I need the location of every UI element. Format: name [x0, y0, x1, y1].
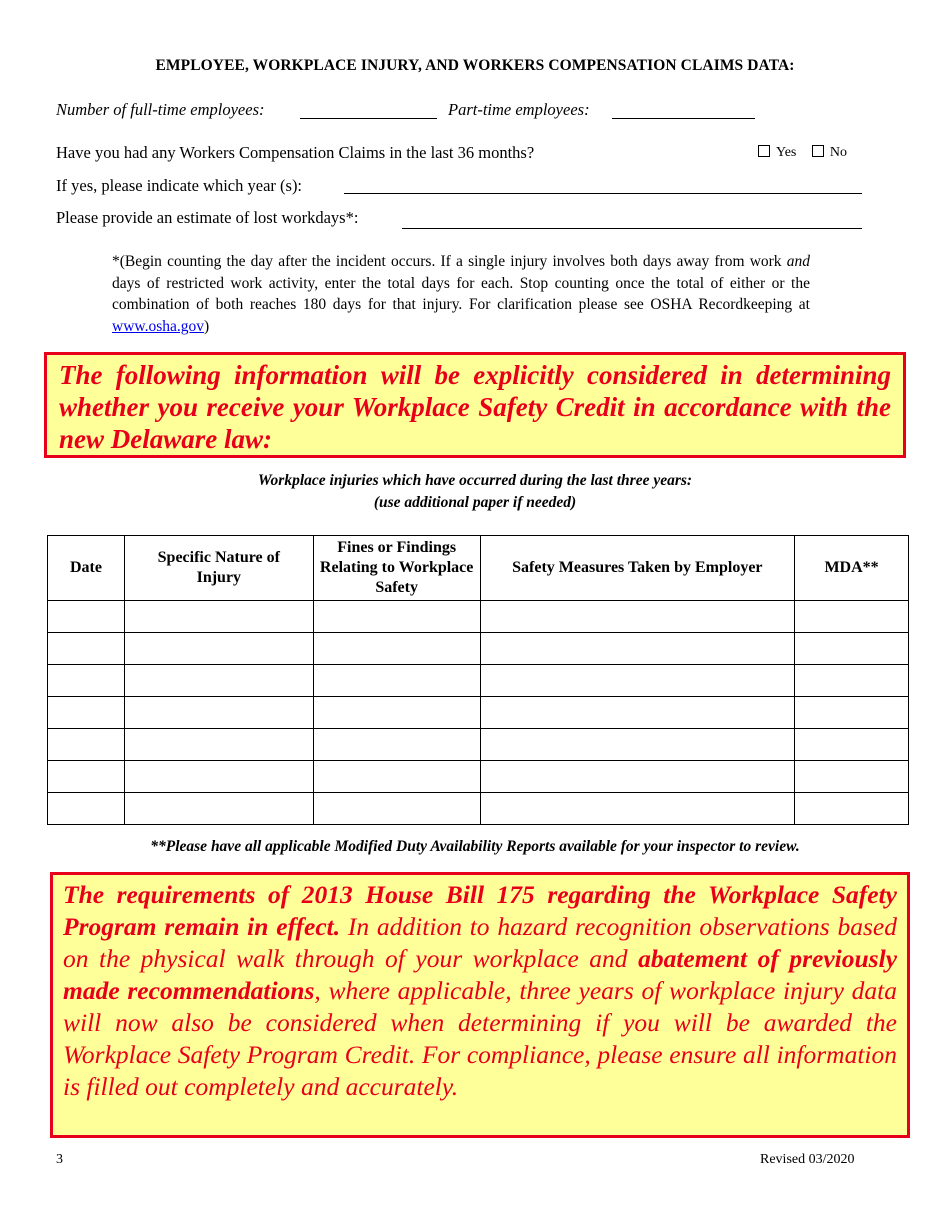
table-row — [48, 697, 909, 729]
table-caption: Workplace injuries which have occurred during the last three years: — [257, 472, 693, 489]
cell-mda[interactable] — [795, 729, 909, 761]
revision-date: Revised 03/2020 — [760, 1152, 855, 1167]
header-measures: Safety Measures Taken by Employer — [480, 536, 795, 601]
fulltime-input-line[interactable] — [300, 118, 437, 119]
cell-date[interactable] — [48, 601, 125, 633]
cell-mda[interactable] — [795, 793, 909, 825]
claims-question: Have you had any Workers Compensation Claims in the last 36 months? — [56, 143, 535, 162]
cell-date[interactable] — [48, 633, 125, 665]
yes-label: Yes — [776, 145, 797, 160]
lost-workdays-input-line[interactable] — [402, 228, 862, 229]
cell-date[interactable] — [48, 793, 125, 825]
callout-bold-lead: The requirements of 2013 House Bill 175 regarding the Workplace Safety Program remain in effect. — [63, 880, 897, 941]
no-checkbox[interactable] — [812, 145, 824, 157]
cell-date[interactable] — [48, 729, 125, 761]
cell-fines[interactable] — [313, 729, 480, 761]
note-text: *(Begin counting the day after the incident occurs. If a single injury involves both days away from work — [112, 253, 787, 270]
delaware-law-callout: The following information will be explicitly considered in determining whether you receive your Workplace Safety Credit in accordance with the new Delaware law: — [44, 352, 906, 458]
fulltime-label: Number of full-time employees: — [56, 100, 265, 119]
cell-nature[interactable] — [124, 761, 313, 793]
no-label: No — [829, 145, 847, 160]
claims-checkboxes — [758, 145, 847, 161]
cell-date[interactable] — [48, 665, 125, 697]
cell-nature[interactable] — [124, 729, 313, 761]
table-row — [48, 665, 909, 697]
cell-mda[interactable] — [795, 633, 909, 665]
cell-date[interactable] — [48, 697, 125, 729]
header-mda: MDA** — [795, 536, 909, 601]
recordkeeping-note — [112, 251, 810, 337]
mda-footnote: **Please have all applicable Modified Duty Availability Reports available for your inspector to review. — [150, 838, 800, 855]
cell-measures[interactable] — [480, 761, 795, 793]
cell-mda[interactable] — [795, 697, 909, 729]
table-row — [48, 761, 909, 793]
cell-fines[interactable] — [313, 665, 480, 697]
cell-fines[interactable] — [313, 761, 480, 793]
cell-nature[interactable] — [124, 665, 313, 697]
table-header-row — [48, 536, 909, 601]
note-close: ) — [204, 317, 210, 335]
cell-mda[interactable] — [795, 761, 909, 793]
cell-mda[interactable] — [795, 601, 909, 633]
page-title: EMPLOYEE, WORKPLACE INJURY, AND WORKERS COMPENSATION CLAIMS DATA: — [155, 57, 795, 74]
cell-measures[interactable] — [480, 697, 795, 729]
cell-fines[interactable] — [313, 633, 480, 665]
cell-nature[interactable] — [124, 601, 313, 633]
note-text-continued: days of restricted work activity, enter the total days for each. Stop counting once the total of either or the combination of both reaches 180 days for that injury. For clarification please see OSHA Recordkeeping at — [112, 274, 810, 313]
callout-bold-abatement: abatement of previously made recommendations — [63, 944, 898, 1005]
cell-measures[interactable] — [480, 665, 795, 697]
lost-workdays-label: Please provide an estimate of lost workdays*: — [56, 208, 359, 227]
header-nature: Specific Nature of Injury — [124, 536, 313, 601]
cell-measures[interactable] — [480, 633, 795, 665]
table-row — [48, 729, 909, 761]
table-caption-note: (use additional paper if needed) — [373, 494, 577, 511]
cell-fines[interactable] — [313, 793, 480, 825]
table-row — [48, 793, 909, 825]
parttime-input-line[interactable] — [612, 118, 755, 119]
cell-nature[interactable] — [124, 793, 313, 825]
header-fines: Fines or Findings Relating to Workplace Safety — [313, 536, 480, 601]
page-number: 3 — [56, 1152, 63, 1167]
cell-measures[interactable] — [480, 601, 795, 633]
callout-text: In addition to hazard recognition observations based on the physical walk through of your workplace and — [63, 912, 897, 973]
cell-date[interactable] — [48, 761, 125, 793]
table-row — [48, 633, 909, 665]
cell-measures[interactable] — [480, 793, 795, 825]
cell-fines[interactable] — [313, 697, 480, 729]
injury-table — [47, 535, 909, 825]
table-row — [48, 601, 909, 633]
year-label: If yes, please indicate which year (s): — [56, 176, 303, 195]
year-input-line[interactable] — [344, 193, 862, 194]
cell-mda[interactable] — [795, 665, 909, 697]
osha-link[interactable]: www.osha.gov — [112, 317, 204, 335]
cell-nature[interactable] — [124, 633, 313, 665]
cell-fines[interactable] — [313, 601, 480, 633]
header-date: Date — [48, 536, 125, 601]
cell-measures[interactable] — [480, 729, 795, 761]
callout-text-continued: , where applicable, three years of workplace injury data will now also be considered when determining if you will be awarded the Workplace Safety Program Credit. For compliance, please ensure all information is filled out completely and accurately. — [63, 976, 897, 1101]
yes-checkbox[interactable] — [758, 145, 770, 157]
cell-nature[interactable] — [124, 697, 313, 729]
house-bill-callout — [50, 872, 910, 1138]
note-emphasis: and — [786, 253, 810, 270]
parttime-label: Part-time employees: — [448, 100, 590, 119]
